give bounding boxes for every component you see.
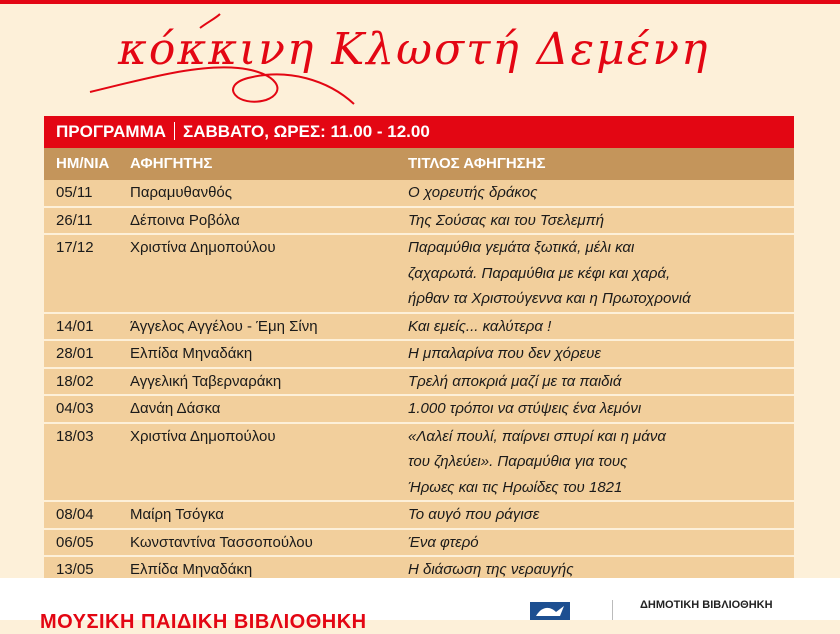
row-date: 17/12	[56, 239, 94, 256]
row-title-line: του ζηλεύει». Παραμύθια για τους	[408, 453, 628, 470]
row-title	[408, 369, 794, 395]
row-date: 18/03	[56, 427, 94, 445]
row-title-line: 1.000 τρόποι να στύψεις ένα λεμόνι	[408, 400, 642, 417]
row-date: 28/01	[56, 345, 94, 362]
table-row	[44, 424, 794, 503]
row-title	[408, 396, 794, 422]
program-label: ΠΡΟΓΡΑΜΜΑ	[56, 122, 167, 141]
table-row	[44, 208, 794, 236]
table-row	[44, 235, 794, 314]
row-title	[408, 314, 794, 340]
table-row	[44, 502, 794, 530]
row-title-line: Ο χορευτής δράκος	[408, 184, 538, 201]
row-date: 04/03	[56, 400, 94, 417]
table-row	[44, 369, 794, 397]
program-header	[44, 116, 794, 148]
bird-logo-icon	[530, 602, 570, 620]
table-row	[44, 341, 794, 369]
row-narrator: Κωνσταντίνα Τασσοπούλου	[130, 533, 313, 551]
row-title	[408, 424, 794, 501]
column-header-title: ΤΙΤΛΟΣ ΑΦΗΓΗΣΗΣ	[408, 155, 546, 172]
top-accent-bar	[0, 0, 840, 4]
row-title-line: ήρθαν τα Χριστούγεννα και η Πρωτοχρονιά	[408, 290, 691, 307]
row-title-line: Ήρωες και τις Ηρωίδες του 1821	[408, 478, 623, 496]
row-date: 26/11	[56, 211, 93, 229]
row-narrator: Χριστίνα Δημοπούλου	[130, 239, 276, 256]
row-narrator: Ελπίδα Μηναδάκη	[130, 345, 253, 362]
row-title	[408, 530, 794, 556]
row-date: 13/05	[56, 561, 94, 578]
row-date: 18/02	[56, 372, 94, 390]
row-narrator: Άγγελος Αγγέλου - Έμη Σίνη	[130, 317, 318, 335]
row-date: 06/05	[56, 533, 94, 551]
library-label: ΔΗΜΟΤΙΚΗ ΒΙΒΛΙΟΘΗΚΗ	[640, 599, 773, 611]
footer-left-text: ΜΟΥΣΙΚΗ ΠΑΙΔΙΚΗ ΒΙΒΛΙΟΘΗΚΗ	[40, 611, 367, 633]
row-title-line: Η μπαλαρίνα που δεν χόρευε	[408, 345, 601, 362]
program-schedule: ΣΑΒΒΑΤΟ, ΩΡΕΣ: 11.00 - 12.00	[183, 122, 430, 141]
table-row	[44, 180, 794, 208]
row-title	[408, 502, 794, 528]
table-body	[44, 180, 794, 583]
column-header-date: ΗΜ/ΝΙΑ	[56, 155, 110, 172]
row-date: 05/11	[56, 184, 93, 201]
table-row	[44, 314, 794, 342]
row-title	[408, 341, 794, 367]
row-narrator: Αγγελική Ταβερναράκη	[130, 372, 282, 390]
footer-divider	[612, 600, 613, 620]
row-narrator: Χριστίνα Δημοπούλου	[130, 427, 276, 445]
header-divider	[174, 122, 175, 140]
row-title	[408, 235, 794, 312]
column-header-narrator: ΑΦΗΓΗΤΗΣ	[130, 155, 213, 172]
logo-title: κόκκινη Κλωστή Δεμένη	[118, 24, 710, 75]
row-date: 14/01	[56, 317, 94, 335]
row-title-line: Το αυγό που ράγισε	[408, 506, 540, 523]
row-narrator: Δανάη Δάσκα	[130, 400, 221, 417]
table-header-row	[44, 148, 794, 180]
row-title-line: Και εμείς... καλύτερα !	[408, 317, 552, 335]
row-title-line: Της Σούσας και του Τσελεμπή	[408, 211, 605, 229]
table-row	[44, 530, 794, 558]
row-title-line: Παραμύθια γεμάτα ξωτικά, μέλι και	[408, 239, 635, 256]
row-narrator: Μαίρη Τσόγκα	[130, 506, 224, 523]
row-title-line: Τρελή αποκριά μαζί με τα παιδιά	[408, 372, 622, 390]
row-title	[408, 180, 794, 206]
program-panel	[44, 116, 794, 583]
row-narrator: Ελπίδα Μηναδάκη	[130, 561, 253, 578]
row-narrator: Παραμυθανθός	[130, 184, 232, 201]
row-title-line: Ένα φτερό	[408, 533, 479, 551]
row-title	[408, 208, 794, 234]
footer-strip	[0, 578, 840, 633]
row-narrator: Δέποινα Ροβόλα	[130, 211, 240, 229]
program-table	[44, 148, 794, 583]
row-title-line: «Λαλεί πουλί, παίρνει σπυρί και η μάνα	[408, 427, 666, 445]
row-title-line: Η διάσωση της νεραυγής	[408, 561, 574, 578]
row-date: 08/04	[56, 506, 94, 523]
event-logo	[88, 8, 748, 112]
table-row	[44, 396, 794, 424]
row-title-line: ζαχαρωτά. Παραμύθια με κέφι και χαρά,	[408, 264, 671, 282]
